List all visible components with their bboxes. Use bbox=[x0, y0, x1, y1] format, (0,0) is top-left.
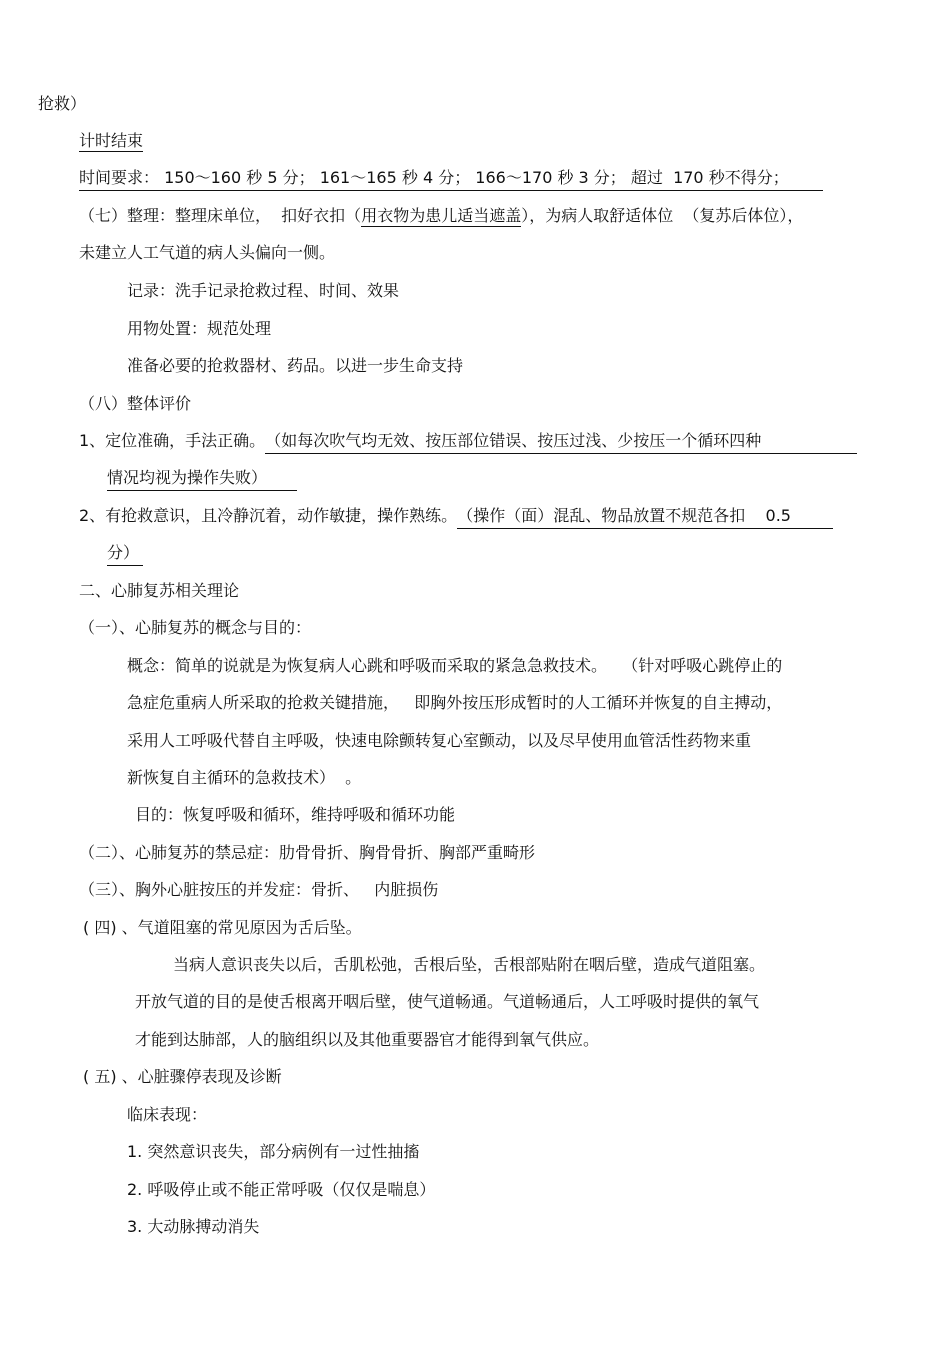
underlined-text: 分） bbox=[107, 542, 143, 566]
text-segment: 2、有抢救意识，且冷静沉着，动作敏捷，操作熟练。 bbox=[79, 506, 458, 525]
subsection-heading-concept: （一）、心肺复苏的概念与目的： bbox=[79, 618, 312, 637]
subsection-heading-complications: （三）、胸外心脏按压的并发症：骨折、 内脏损伤 bbox=[79, 880, 439, 899]
text-line-concept-cont: 新恢复自主循环的急救技术） 。 bbox=[127, 768, 362, 787]
text-line-concept-cont: 采用人工呼吸代替自主呼吸，快速电除颤转复心室颤动，以及尽早使用血管活性药物来重 bbox=[127, 731, 752, 750]
underlined-text: （如每次吹气均无效、按压部位错误、按压过浅、少按压一个循环四种 bbox=[265, 430, 857, 454]
text-line-airway: 当病人意识丧失以后，舌肌松弛，舌根后坠，舌根部贴附在咽后壁，造成气道阻塞。 bbox=[173, 955, 766, 974]
subsection-heading-cardiac-arrest: ( 五) 、心脏骤停表现及诊断 bbox=[83, 1067, 282, 1086]
text-line: 未建立人工气道的病人头偏向一侧。 bbox=[79, 243, 336, 262]
list-item: 1. 突然意识丧失，部分病例有一过性抽搐 bbox=[127, 1142, 420, 1161]
text-line-concept: 概念：简单的说就是为恢复病人心跳和呼吸而采取的紧急急救技术。 （针对呼吸心跳停止的 bbox=[127, 656, 783, 675]
text-line-prepare: 准备必要的抢救器材、药品。以进一步生命支持 bbox=[127, 356, 464, 375]
text-line-record: 记录：洗手记录抢救过程、时间、效果 bbox=[127, 281, 400, 300]
subsection-heading-contraindications: （二）、心肺复苏的禁忌症：肋骨骨折、胸骨骨折、胸部严重畸形 bbox=[79, 843, 536, 862]
text-segment: （七）整理：整理床单位， 扣好衣扣（ bbox=[79, 206, 362, 225]
text-line-tidy-up bbox=[79, 205, 803, 227]
underlined-text: 用衣物为患儿适当遮盖 bbox=[361, 206, 522, 225]
underlined-text: 情况均视为操作失败） bbox=[107, 467, 297, 491]
text-line-disposal: 用物处置：规范处理 bbox=[127, 319, 272, 338]
text-segment: ），为病人取舒适体位 （复苏后体位）， bbox=[521, 206, 804, 225]
text-line-airway-cont: 才能到达肺部，人的脑组织以及其他重要器官才能得到氧气供应。 bbox=[135, 1030, 600, 1049]
subsection-heading-airway: ( 四) 、气道阻塞的常见原因为舌后坠。 bbox=[83, 918, 362, 937]
underlined-text: 计时结束 bbox=[79, 131, 144, 150]
text-line-timing-end bbox=[79, 130, 143, 152]
text-line-time-requirement bbox=[79, 167, 823, 191]
underlined-text: 时间要求： 150～160 秒 5 分； 161～165 秒 4 分； 166～170 秒 3 分； 超过 170 秒不得分； bbox=[79, 167, 823, 191]
text-line-clinical: 临床表现： bbox=[127, 1105, 208, 1124]
list-item: 3. 大动脉搏动消失 bbox=[127, 1217, 260, 1236]
section-heading-cpr-theory: 二、心肺复苏相关理论 bbox=[79, 581, 240, 600]
text-line-concept-cont: 急症危重病人所采取的抢救关键措施， 即胸外按压形成暂时的人工循环并恢复的自主搏动， bbox=[127, 693, 783, 712]
text-line-item-2-cont bbox=[107, 542, 143, 566]
text-line-item-1 bbox=[79, 430, 857, 454]
list-item: 2. 呼吸停止或不能正常呼吸（仅仅是喘息） bbox=[127, 1180, 436, 1199]
text-line-item-2 bbox=[79, 505, 833, 529]
text-line: 抢救） bbox=[38, 94, 87, 113]
text-segment: 1、定位准确，手法正确。 bbox=[79, 431, 266, 450]
text-line-item-1-cont bbox=[107, 467, 297, 491]
section-heading-evaluation: （八）整体评价 bbox=[79, 394, 192, 413]
text-line-airway-cont: 开放气道的目的是使舌根离开咽后壁，使气道畅通。气道畅通后，人工呼吸时提供的氧气 bbox=[135, 992, 760, 1011]
text-line-purpose: 目的：恢复呼吸和循环，维持呼吸和循环功能 bbox=[135, 805, 456, 824]
underlined-text: （操作（面）混乱、物品放置不规范各扣 0.5 bbox=[457, 505, 833, 529]
